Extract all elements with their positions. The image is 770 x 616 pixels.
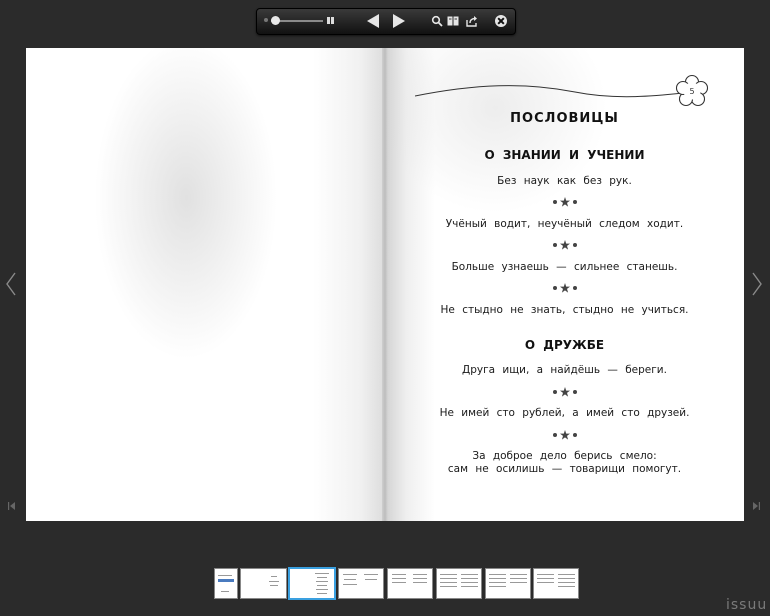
separator: [385, 197, 744, 208]
thumbnail[interactable]: [533, 568, 579, 599]
separator: [385, 430, 744, 441]
page-number: 5: [689, 87, 695, 96]
proverb: Не стыдно не знать, стыдно не учиться.: [440, 304, 689, 316]
proverb-line: сам не осилишь — товарищи помогут.: [447, 463, 682, 475]
right-page[interactable]: [385, 48, 744, 521]
proverb: Не имей сто рублей, а имей сто друзей.: [439, 407, 690, 419]
thumbnail[interactable]: [436, 568, 482, 599]
thumbnail[interactable]: [387, 568, 433, 599]
separator: [385, 387, 744, 398]
chevron-right-icon[interactable]: [752, 272, 762, 296]
decorative-swirl: [415, 74, 715, 108]
close-icon[interactable]: [495, 15, 507, 27]
thumbnail[interactable]: [214, 568, 238, 599]
zoom-out-icon[interactable]: [264, 18, 268, 22]
proverb: Без наук как без рук.: [497, 175, 632, 187]
library-icon[interactable]: [447, 15, 459, 27]
proverb: Друга ищи, а найдёшь — береги.: [462, 364, 667, 376]
book-spread[interactable]: [26, 48, 744, 521]
last-page-icon[interactable]: [752, 502, 760, 510]
zoom-slider-handle[interactable]: [271, 16, 280, 25]
issuu-logo[interactable]: issuu: [726, 597, 768, 613]
left-page[interactable]: [26, 48, 385, 521]
search-icon[interactable]: [431, 15, 443, 27]
thumbnail-selected[interactable]: [288, 567, 336, 600]
separator: [385, 283, 744, 294]
page-number-badge: [675, 74, 709, 108]
share-icon[interactable]: [466, 15, 478, 27]
previous-page-button[interactable]: [367, 14, 379, 28]
separator: [385, 240, 744, 251]
thumbnail[interactable]: [485, 568, 531, 599]
thumbnail[interactable]: [338, 568, 384, 599]
next-page-button[interactable]: [393, 14, 405, 28]
proverb-line: За доброе дело берись смело:: [472, 450, 657, 462]
first-page-icon[interactable]: [8, 502, 16, 510]
thumbnail[interactable]: [240, 568, 287, 599]
section-heading: О ЗНАНИИ И УЧЕНИИ: [484, 148, 645, 162]
page-title: ПОСЛОВИЦЫ: [510, 111, 619, 126]
zoom-in-icon[interactable]: [327, 17, 335, 24]
viewer-toolbar: [256, 8, 516, 35]
proverb: Больше узнаешь — сильнее станешь.: [451, 261, 678, 273]
section-heading: О ДРУЖБЕ: [524, 338, 605, 352]
book-spine: [382, 48, 388, 521]
proverb: Учёный водит, неучёный следом ходит.: [445, 218, 684, 230]
chevron-left-icon[interactable]: [6, 272, 16, 296]
